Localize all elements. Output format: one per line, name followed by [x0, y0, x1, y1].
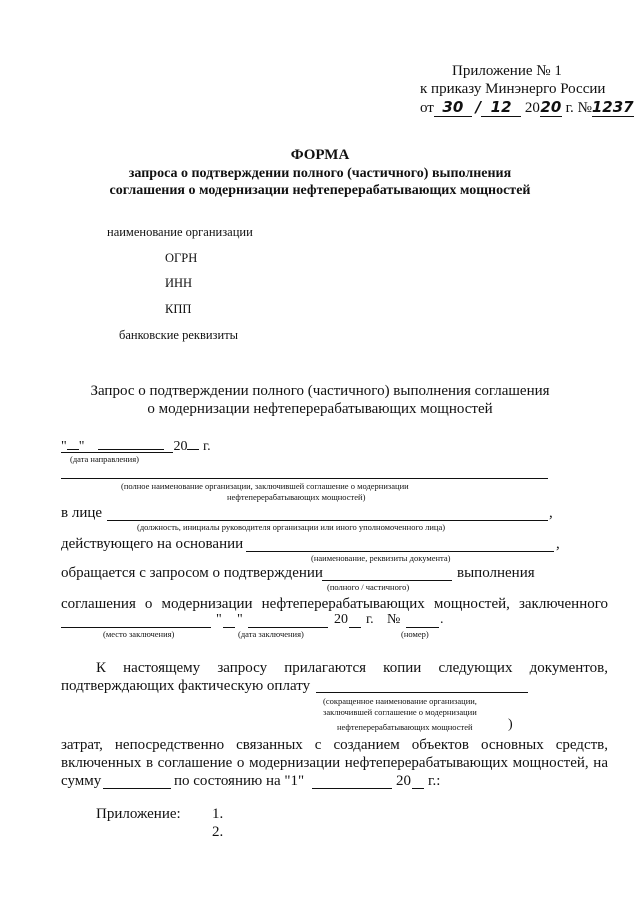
costs-status-date-line	[312, 788, 392, 789]
attach-text-1: К настоящему запросу прилагаются копии следующих документов,	[96, 660, 608, 676]
order-number: 1237	[591, 98, 634, 116]
appendix-number: Приложение № 1	[452, 63, 562, 79]
org-fullname-caption-1: (полное наименование организации, заключившей соглашение о модернизации	[121, 481, 409, 491]
order-date-line: от 30 / 12 2020 г. №1237	[420, 98, 634, 116]
attach-org-line	[316, 692, 528, 693]
order-month: 12	[481, 98, 521, 117]
appendix-label: Приложение:	[96, 806, 181, 822]
person-label: в лице	[61, 505, 103, 521]
org-name-label: наименование организации	[107, 225, 253, 239]
request-title-1: Запрос о подтверждении полного (частичного) выполнения соглашения	[90, 383, 550, 399]
org-fullname-caption-2: нефтеперерабатывающих мощностей)	[227, 492, 366, 502]
form-subtitle-1: запроса о подтверждении полного (частичного) выполнения	[128, 166, 512, 181]
attach-caption-2: заключившей соглашение о модернизации	[323, 707, 477, 717]
order-day: 30	[434, 98, 472, 117]
person-caption: (должность, инициалы руководителя организации или иного уполномоченного лица)	[137, 522, 446, 532]
send-date-underline	[61, 452, 173, 453]
basis-caption: (наименование, реквизиты документа)	[311, 553, 451, 563]
inn-label: ИНН	[165, 276, 193, 290]
agreement-date-caption: (дата заключения)	[238, 629, 304, 639]
send-date-line: " " 20 г.	[61, 436, 211, 455]
appendix-item-2: 2.	[212, 824, 224, 840]
bank-details-label: банковские реквизиты	[119, 328, 239, 342]
attach-caption-3: нефтеперерабатывающих мощностей	[337, 722, 473, 732]
attach-caption-1: (сокращенное наименование организации,	[323, 696, 477, 706]
costs-sum-label: сумму	[61, 773, 102, 789]
kpp-label: КПП	[165, 302, 192, 316]
form-subtitle-2: соглашения о модернизации нефтеперерабатывающих мощностей	[109, 183, 531, 198]
appeal-line	[322, 580, 452, 581]
agreement-number-line	[406, 627, 439, 628]
org-fullname-line	[61, 478, 548, 479]
costs-text-1: затрат, непосредственно связанных с созданием объектов основных средств,	[61, 737, 608, 753]
request-title-2: о модернизации нефтеперерабатывающих мощностей	[147, 401, 493, 417]
basis-line	[246, 551, 554, 552]
agreement-date-line	[248, 627, 328, 628]
person-line	[107, 520, 548, 521]
order-reference: к приказу Минэнерго России	[420, 81, 606, 97]
costs-text-2: включенных в соглашение о модернизации нефтеперерабатывающих мощностей, на	[61, 755, 608, 771]
agreement-text: соглашения о модернизации нефтеперерабатывающих мощностей, заключенного	[61, 596, 608, 612]
appeal-label: обращается с запросом о подтверждении	[61, 565, 323, 581]
attach-text-2: подтверждающих фактическую оплату	[61, 678, 311, 694]
ogrn-label: ОГРН	[165, 251, 198, 265]
send-date-caption: (дата направления)	[70, 454, 139, 464]
appendix-item-1: 1.	[212, 806, 224, 822]
form-title: ФОРМА	[290, 147, 350, 163]
basis-label: действующего на основании	[61, 536, 244, 552]
order-year: 20	[540, 98, 562, 116]
agreement-place-caption: (место заключения)	[103, 629, 175, 639]
agreement-place-line	[61, 627, 211, 628]
costs-status-label: по состоянию на "1"	[174, 773, 305, 789]
appeal-caption: (полного / частичного)	[327, 582, 410, 592]
costs-sum-line	[103, 788, 171, 789]
agreement-number-caption: (номер)	[401, 629, 429, 639]
